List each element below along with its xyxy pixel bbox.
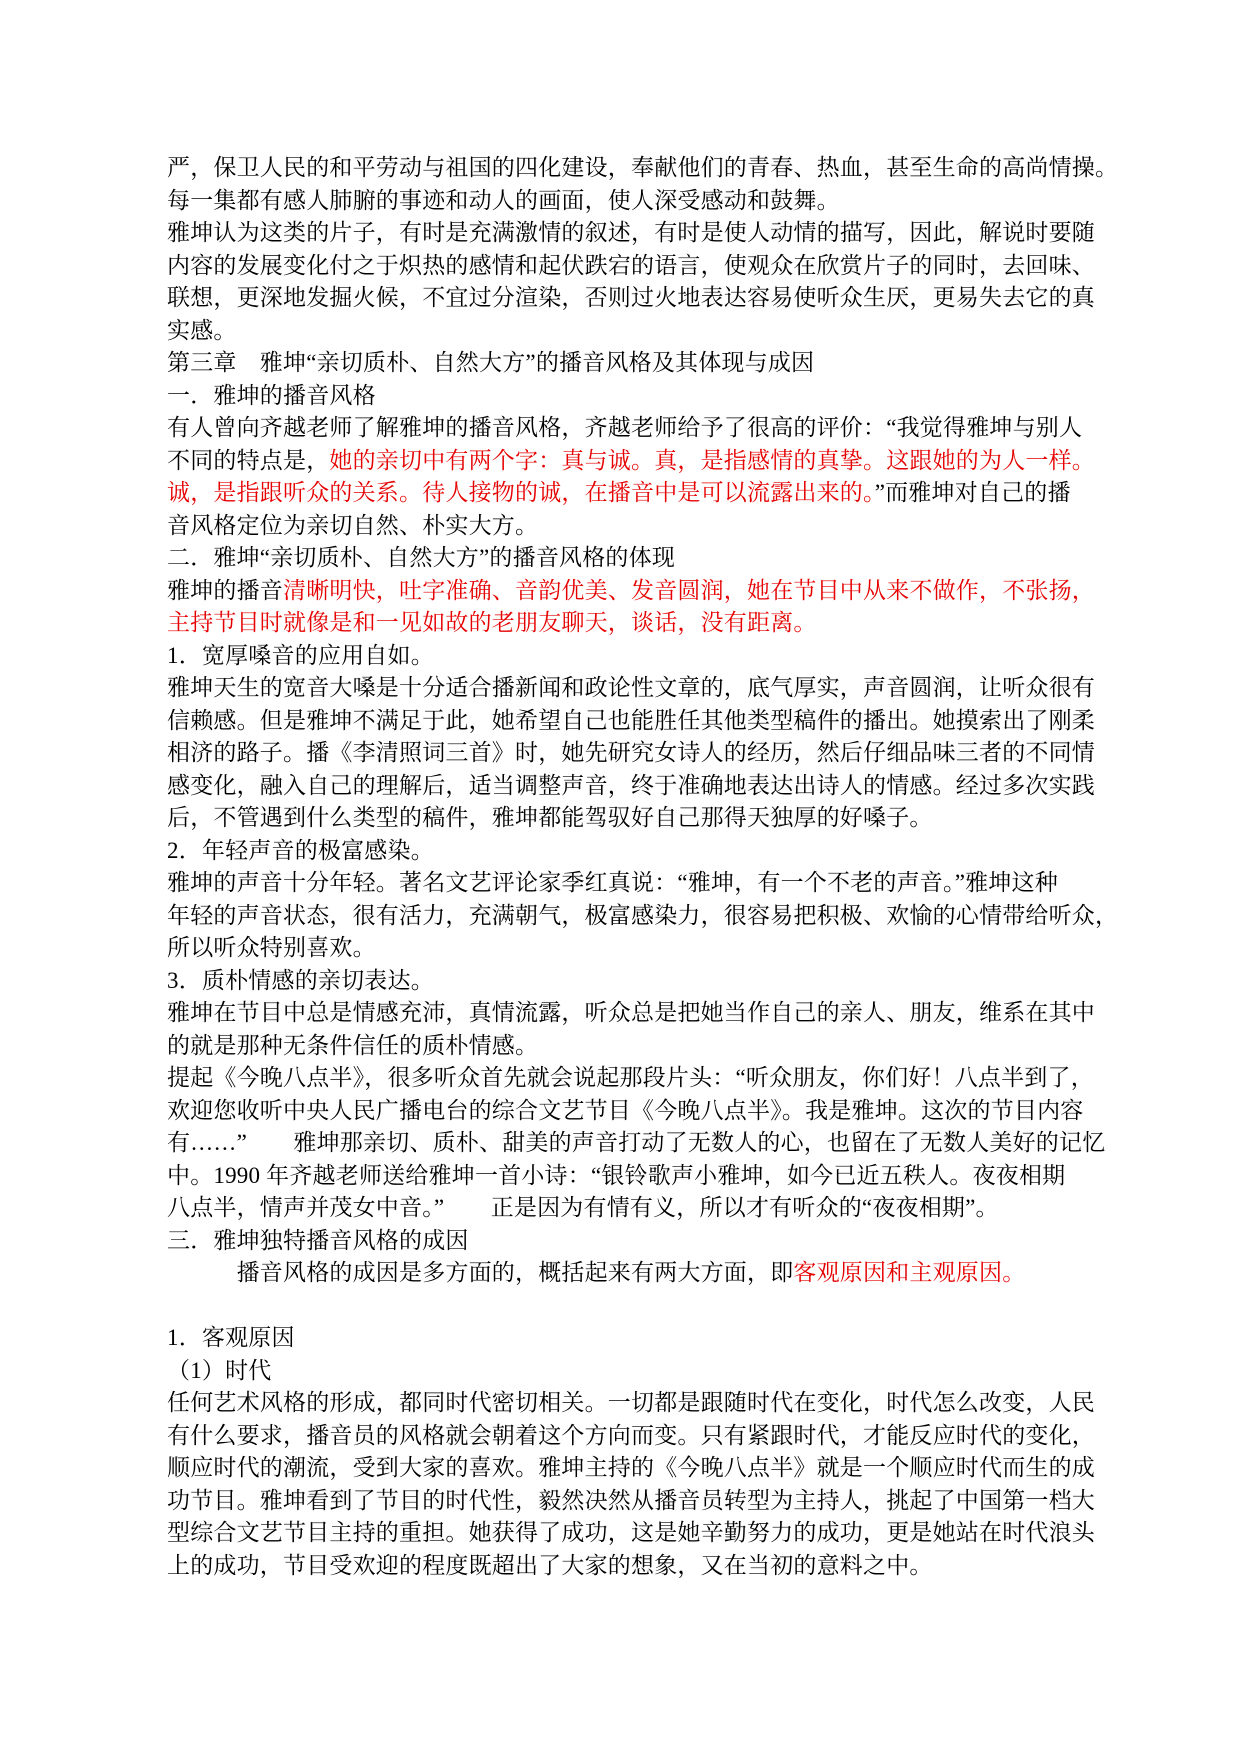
highlighted-text-segment: 客观原因和主观原因。 [793, 1260, 1026, 1285]
text-line [167, 575, 1097, 608]
text-line [167, 1192, 1097, 1225]
text-line [167, 1452, 1097, 1485]
text-segment: 1．客观原因 [167, 1325, 295, 1350]
text-segment: 雅坤认为这类的片子，有时是充满激情的叙述，有时是使人动情的描写，因此，解说时要随 [167, 220, 1095, 245]
blank-line [167, 1290, 1097, 1323]
text-segment: 每一集都有感人肺腑的事迹和动人的画面，使人深受感动和鼓舞。 [167, 187, 840, 213]
text-line [167, 1517, 1097, 1550]
text-segment: 有……” 雅坤那亲切、质朴、甜美的声音打动了无数人的心，也留在了无数人美好的记忆 [167, 1130, 1106, 1155]
text-segment: 欢迎您收听中央人民广播电台的综合文艺节目《今晚八点半》。我是雅坤。这次的节目内容 [167, 1097, 1084, 1123]
text-segment: 雅坤在节目中总是情感充沛，真情流露，听众总是把她当作自己的亲人、朋友，维系在其中 [167, 1000, 1095, 1025]
text-line [167, 997, 1097, 1030]
text-segment: 雅坤的声音十分年轻。著名文艺评论家季红真说：“雅坤，有一个不老的声音。”雅坤这种 [167, 870, 1058, 895]
text-line [167, 1127, 1106, 1160]
text-segment: 音风格定位为亲切自然、朴实大方。 [167, 512, 539, 538]
text-segment: 所以听众特别喜欢。 [167, 935, 376, 960]
text-line [167, 217, 1097, 250]
text-segment: （1）时代 [167, 1357, 272, 1383]
text-segment: 严，保卫人民的和平劳动与祖国的四化建设，奉献他们的青春、热血，甚至生命的高尚情操。 [167, 155, 1119, 180]
text-segment: 雅坤天生的宽音大嗓是十分适合播新闻和政论性文章的，底气厚实，声音圆润，让听众很有 [167, 675, 1095, 700]
document-body [167, 152, 1119, 1582]
text-line [167, 965, 1097, 998]
text-line [167, 672, 1097, 705]
text-line [167, 1095, 1097, 1128]
text-segment: 感变化，融入自己的理解后，适当调整声音，终于准确地表达出诗人的情感。经过多次实践 [167, 772, 1095, 798]
text-segment: 型综合文艺节目主持的重担。她获得了成功，这是她辛勤努力的成功，更是她站在时代浪头 [167, 1520, 1095, 1545]
text-segment: 2．年轻声音的极富感染。 [167, 837, 434, 863]
text-line [167, 380, 1097, 413]
text-line [167, 477, 1097, 510]
text-line [167, 1062, 1097, 1095]
text-line [167, 1387, 1097, 1420]
text-segment: 1．宽厚嗓音的应用自如。 [167, 642, 434, 668]
text-line [167, 835, 1097, 868]
text-line [167, 770, 1097, 803]
text-segment: 后，不管遇到什么类型的稿件，雅坤都能驾驭好自己那得天独厚的好嗓子。 [167, 805, 933, 830]
text-segment: 播音风格的成因是多方面的，概括起来有两大方面，即 [167, 1260, 794, 1285]
text-segment: 联想，更深地发掘火候，不宜过分渲染，否则过火地表达容易使听众生厌，更易失去它的真 [167, 285, 1095, 310]
text-segment: 一．雅坤的播音风格 [167, 382, 376, 408]
highlighted-text-segment: 她的亲切中有两个字：真与诚。真，是指感情的真挚。这跟她的为人一样。 [329, 447, 1096, 473]
text-segment: 二．雅坤“亲切质朴、自然大方”的播音风格的体现 [167, 545, 676, 570]
text-line [167, 1550, 1097, 1583]
text-line [167, 1160, 1097, 1193]
text-segment: 功节目。雅坤看到了节目的时代性，毅然决然从播音员转型为主持人，挑起了中国第一档大 [167, 1487, 1095, 1513]
text-segment: 不同的特点是， [167, 447, 330, 473]
text-segment: 内容的发展变化付之于炽热的感情和起伏跌宕的语言，使观众在欣赏片子的同时，去回味、 [167, 252, 1095, 278]
text-line [167, 737, 1097, 770]
text-line [167, 445, 1097, 478]
text-segment: 有人曾向齐越老师了解雅坤的播音风格，齐越老师给予了很高的评价：“我觉得雅坤与别人 [167, 415, 1083, 440]
text-segment: 3．质朴情感的亲切表达。 [167, 967, 434, 993]
text-segment: 有什么要求，播音员的风格就会朝着这个方向而变。只有紧跟时代，才能反应时代的变化， [167, 1422, 1095, 1448]
text-segment: 第三章 雅坤“亲切质朴、自然大方”的播音风格及其体现与成因 [167, 350, 815, 375]
text-segment: 的就是那种无条件信任的质朴情感。 [167, 1032, 539, 1058]
text-line [167, 185, 1097, 218]
text-line [167, 705, 1097, 738]
text-line [167, 607, 1097, 640]
text-segment: 上的成功，节目受欢迎的程度既超出了大家的想象，又在当初的意料之中。 [167, 1552, 933, 1578]
text-line [167, 542, 1097, 575]
text-line [167, 1225, 1097, 1258]
text-segment: 八点半，情声并茂女中音。” 正是因为有情有义，所以才有听众的“夜夜相期”。 [167, 1195, 999, 1220]
text-line [167, 640, 1097, 673]
highlighted-text-segment: 诚，是指跟听众的关系。待人接物的诚，在播音中是可以流露出来的。 [167, 480, 875, 505]
text-line [167, 315, 1097, 348]
text-line [167, 1420, 1097, 1453]
text-line [167, 250, 1097, 283]
text-line [167, 1030, 1097, 1063]
text-segment: 年轻的声音状态，很有活力，充满朝气，极富感染力，很容易把积极、欢愉的心情带给听众， [167, 902, 1119, 928]
text-line [167, 900, 1119, 933]
text-segment: ”而雅坤对自己的播 [874, 480, 1071, 505]
text-segment: 雅坤的播音 [167, 577, 283, 603]
text-line [167, 412, 1097, 445]
highlighted-text-segment: 主持节目时就像是和一见如故的老朋友聊天，谈话，没有距离。 [167, 610, 817, 635]
text-line [167, 347, 1097, 380]
text-line [167, 282, 1097, 315]
text-segment: 相济的路子。播《李清照词三首》时，她先研究女诗人的经历，然后仔细品味三者的不同情 [167, 740, 1095, 765]
text-segment: 信赖感。但是雅坤不满足于此，她希望自己也能胜任其他类型稿件的播出。她摸索出了刚柔 [167, 707, 1095, 733]
text-line [167, 867, 1097, 900]
text-line [167, 152, 1119, 185]
text-segment: 三．雅坤独特播音风格的成因 [167, 1227, 469, 1253]
text-segment: 提起《今晚八点半》，很多听众首先就会说起那段片头：“听众朋友，你们好！八点半到了， [167, 1065, 1094, 1090]
text-segment: 任何艺术风格的形成，都同时代密切相关。一切都是跟随时代在变化，时代怎么改变，人民 [167, 1390, 1095, 1415]
text-line [167, 802, 1097, 835]
text-line [167, 1322, 1097, 1355]
text-segment: 中。1990 年齐越老师送给雅坤一首小诗：“银铃歌声小雅坤，如今已近五秩人。夜夜相期 [167, 1162, 1066, 1188]
highlighted-text-segment: 清晰明快，吐字准确、音韵优美、发音圆润，她在节目中从来不做作，不张扬， [283, 577, 1095, 603]
text-segment: 顺应时代的潮流，受到大家的喜欢。雅坤主持的《今晚八点半》就是一个顺应时代而生的成 [167, 1455, 1095, 1480]
text-line [167, 1485, 1097, 1518]
text-line [167, 510, 1097, 543]
text-line [167, 1257, 1097, 1290]
text-line [167, 1355, 1097, 1388]
text-segment: 实感。 [167, 317, 237, 343]
text-line [167, 932, 1097, 965]
